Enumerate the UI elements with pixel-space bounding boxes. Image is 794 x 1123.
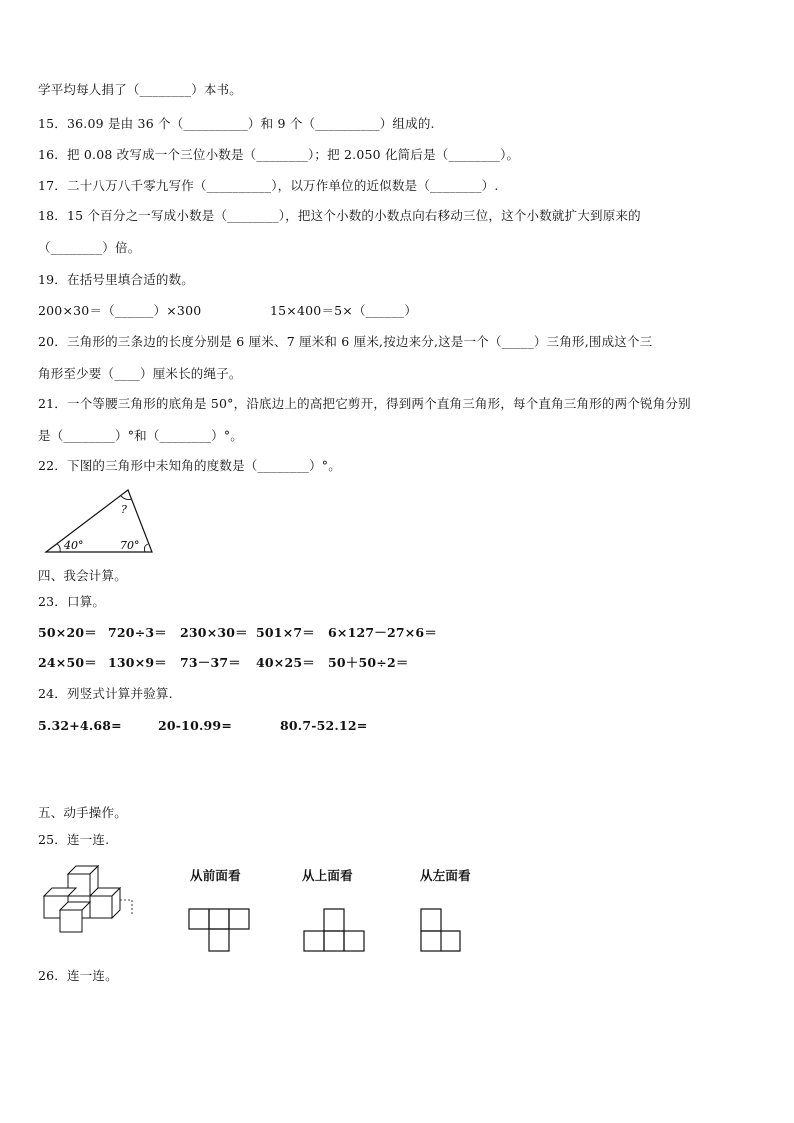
cube-stack-figure <box>42 860 138 938</box>
vertical-calc: 80.7-52.12= <box>280 718 368 733</box>
oral-calc: 24×50＝ <box>38 655 97 670</box>
question-21-line2: 是（________）°和（________）°。 <box>38 428 244 443</box>
oral-calc: 720÷3＝ <box>108 625 167 640</box>
question-16: 16．把 0.08 改写成一个三位小数是（________）；把 2.050 化简后是（________）。 <box>38 147 520 162</box>
question-21-line1: 21．一个等腰三角形的底角是 50°，沿底边上的高把它剪开，得到两个直角三角形，每个直角三角形的两个锐角分别 <box>38 396 691 411</box>
question-19-item-a: 200×30＝（______）×300 <box>38 303 202 318</box>
question-19-item-b: 15×400＝5×（______） <box>270 303 418 318</box>
question-26: 26．连一连。 <box>38 968 118 983</box>
triangle-figure <box>44 488 156 562</box>
vertical-calc: 5.32+4.68= <box>38 718 122 733</box>
question-23: 23．口算。 <box>38 594 106 609</box>
oral-calc: 40×25＝ <box>256 655 315 670</box>
question-22: 22．下图的三角形中未知角的度数是（________）°。 <box>38 458 341 473</box>
angle-40-label: 40° <box>64 539 84 552</box>
question-24: 24．列竖式计算并验算. <box>38 686 173 701</box>
question-18-line1: 18．15 个百分之一写成小数是（________），把这个小数的小数点向右移动三位，这个小数就扩大到原来的 <box>38 208 641 223</box>
unknown-angle-label: ? <box>121 503 127 516</box>
oral-calc: 50＋50÷2＝ <box>328 655 409 670</box>
question-25: 25．连一连. <box>38 832 110 847</box>
oral-calc: 73－37＝ <box>180 655 241 670</box>
view-label-front: 从前面看 <box>190 868 241 883</box>
view-label-left: 从左面看 <box>420 868 471 883</box>
section-4-heading: 四、我会计算。 <box>38 568 127 583</box>
question-19: 19．在括号里填合适的数。 <box>38 272 195 287</box>
question-20-line2: 角形至少要（____）厘米长的绳子。 <box>38 366 242 381</box>
vertical-calc: 20-10.99= <box>158 718 232 733</box>
question-20-line1: 20．三角形的三条边的长度分别是 6 厘米、7 厘米和 6 厘米,按边来分,这是一个（_____）三角形,围成这个三 <box>38 334 653 349</box>
left-view-figure[interactable] <box>420 908 470 958</box>
view-label-top: 从上面看 <box>302 868 353 883</box>
oral-calc: 6×127－27×6＝ <box>328 625 438 640</box>
question-17: 17．二十八万八千零九写作（__________），以万作单位的近似数是（________）. <box>38 178 499 193</box>
question-18-line2: （________）倍。 <box>38 240 141 255</box>
oral-calc: 230×30＝ <box>180 625 248 640</box>
q14-continuation: 学平均每人捐了（________）本书。 <box>38 82 243 97</box>
oral-calc: 50×20＝ <box>38 625 97 640</box>
front-view-figure[interactable] <box>188 908 252 958</box>
oral-calc: 501×7＝ <box>256 625 315 640</box>
oral-calc: 130×9＝ <box>108 655 167 670</box>
top-view-figure[interactable] <box>303 908 367 958</box>
section-5-heading: 五、动手操作。 <box>38 805 127 820</box>
angle-70-label: 70° <box>120 539 140 552</box>
question-15: 15．36.09 是由 36 个（__________）和 9 个（__________）组成的. <box>38 116 435 131</box>
